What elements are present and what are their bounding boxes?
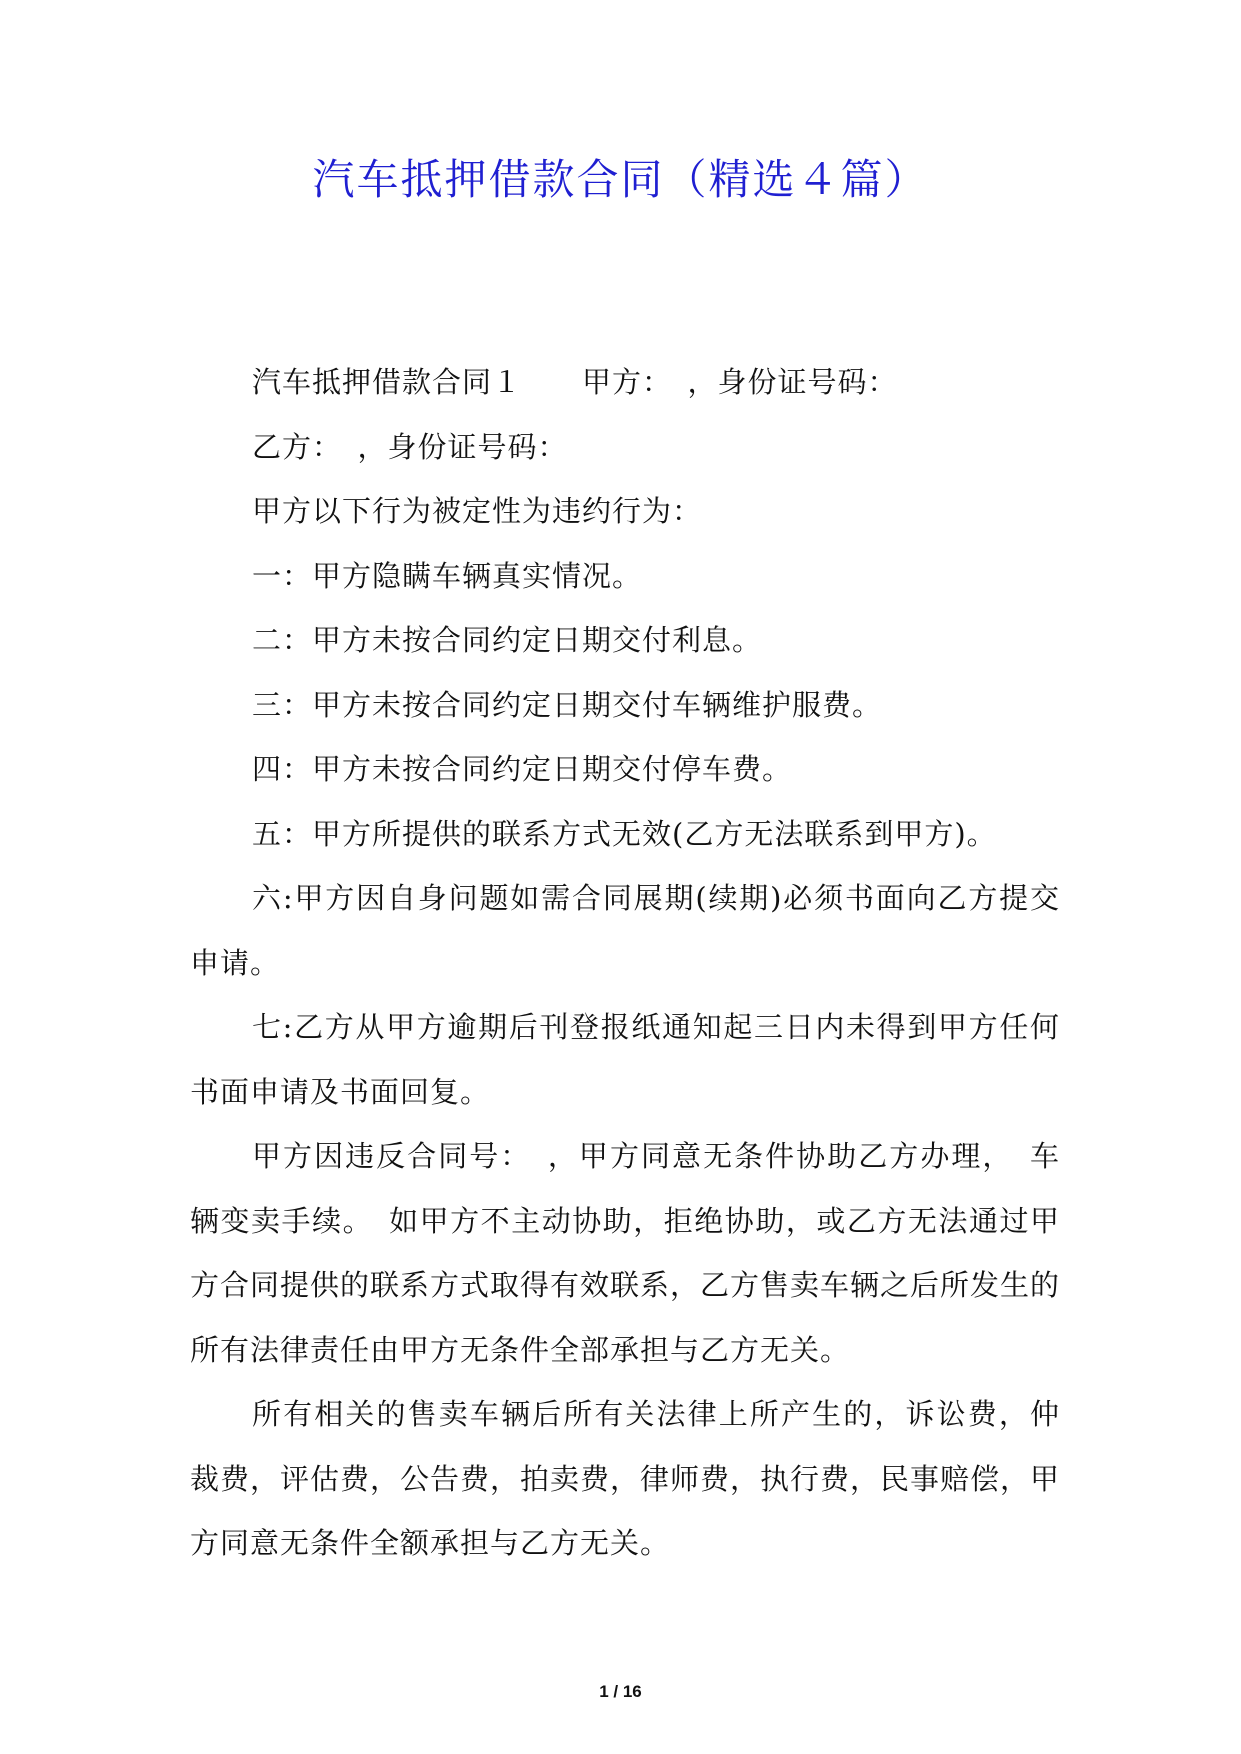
- paragraph: 五：甲方所提供的联系方式无效(乙方无法联系到甲方)。: [252, 816, 997, 851]
- paragraph: 四：甲方未按合同约定日期交付停车费。: [252, 752, 793, 786]
- paragraph: 六:甲方因自身问题如需合同展期(续期)必须书面向乙方提交申请。: [190, 881, 1060, 980]
- paragraph: 乙方： ，身份证号码：: [252, 429, 568, 464]
- paragraph: 一：甲方隐瞒车辆真实情况。: [252, 558, 643, 593]
- paragraph: 七:乙方从甲方逾期后刊登报纸通知起三日内未得到甲方任何书面申请及书面回复。: [190, 1010, 1060, 1109]
- paragraph: 甲方因违反合同号： ，甲方同意无条件协助乙方办理， 车辆变卖手续。 如甲方不主动协助，拒绝协助，或乙方无法通过甲方合同提供的联系方式取得有效联系，乙方售卖车辆之后所发生的所有法律责任由甲方无条件全部承担与乙方无关。: [190, 1139, 1061, 1367]
- document-body: [190, 350, 1060, 1576]
- paragraph: 三：甲方未按合同约定日期交付车辆维护服费。: [252, 687, 883, 722]
- paragraph: 甲方以下行为被定性为违约行为：: [252, 494, 703, 528]
- intro-line: [190, 350, 1060, 415]
- paragraph: 所有相关的售卖车辆后所有关法律上所产生的，诉讼费，仲裁费，评估费，公告费，拍卖费，律师费，执行费，民事赔偿，甲方同意无条件全额承担与乙方无关。: [190, 1397, 1061, 1560]
- document-title: 汽车抵押借款合同（精选４篇）: [312, 155, 929, 204]
- party-a-line: 甲方： ，身份证号码：: [582, 365, 898, 399]
- page-number: 1 / 16: [599, 1682, 642, 1701]
- contract-heading: 汽车抵押借款合同１: [252, 365, 523, 399]
- paragraph: 二：甲方未按合同约定日期交付利息。: [252, 623, 763, 657]
